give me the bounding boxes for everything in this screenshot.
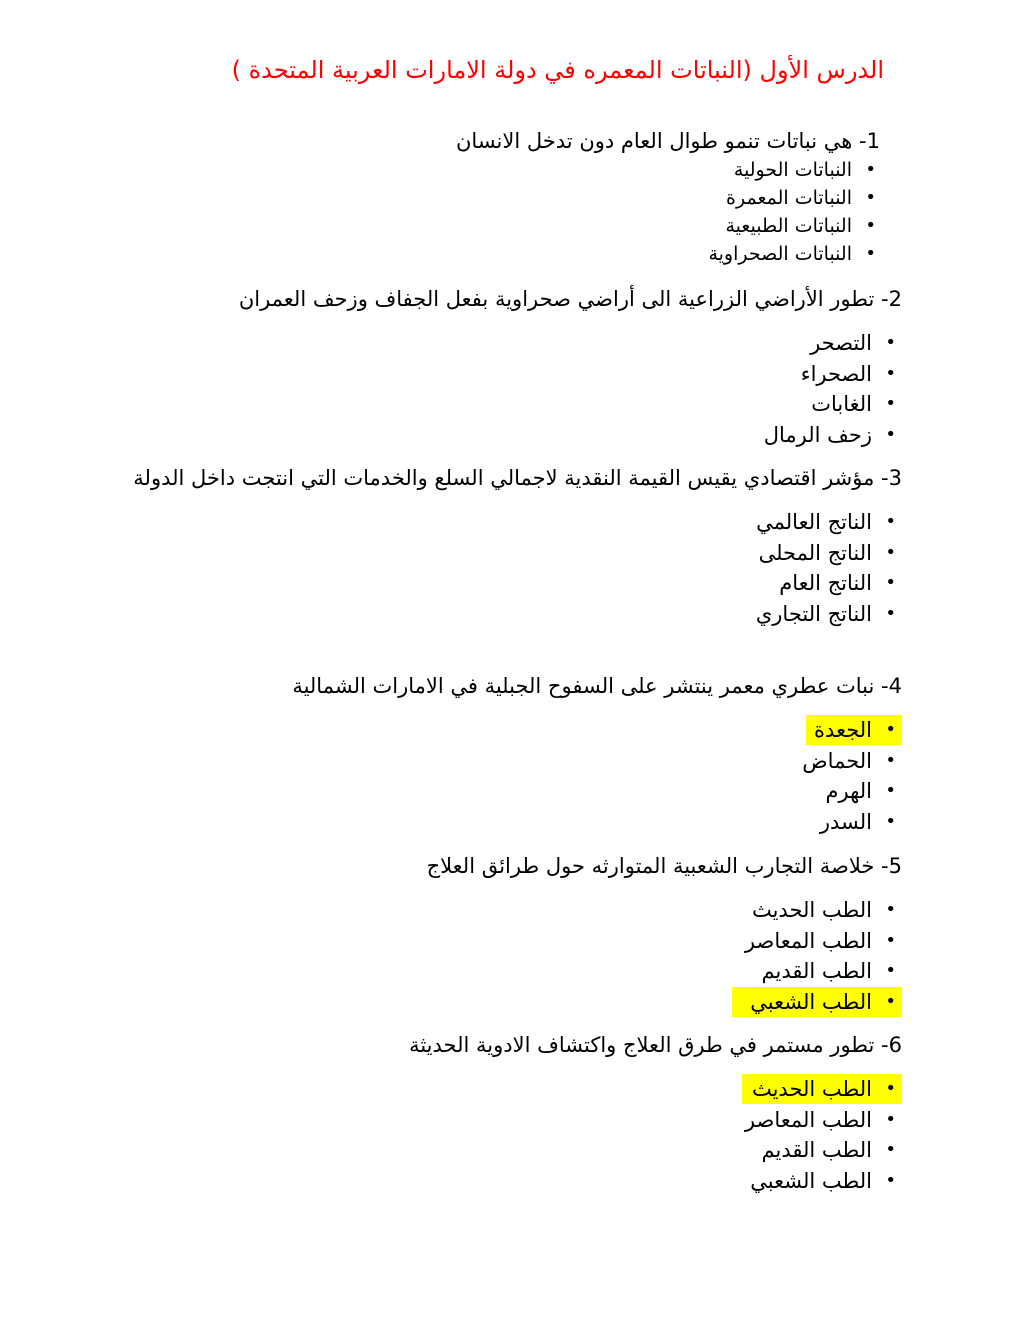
list-item: • الغابات	[102, 389, 902, 420]
bullet-icon: •	[865, 243, 876, 264]
question-5-text: 5- خلاصة التجارب الشعبية المتوارثه حول طرائق العلاج	[426, 854, 902, 878]
question-6-options	[102, 1074, 902, 1196]
lesson-title: الدرس الأول (النباتات المعمره في دولة الامارات العربية المتحدة )	[231, 56, 884, 84]
bullet-icon: •	[885, 780, 896, 801]
bullet-icon: •	[885, 541, 896, 563]
bullet-icon: •	[885, 362, 896, 384]
list-item: • السدر	[102, 807, 902, 838]
bullet-icon: •	[885, 810, 896, 832]
bullet-icon: •	[865, 187, 876, 208]
bullet-icon: •	[885, 332, 896, 353]
list-item: • الطب المعاصر	[102, 1105, 902, 1136]
list-item: • الطب الحديث	[102, 895, 902, 926]
question-4	[102, 671, 902, 837]
question-3-text: 3- مؤشر اقتصادي يقيس القيمة النقدية لاجمالي السلع والخدمات التي انتجت داخل الدولة	[133, 466, 902, 490]
question-3-options	[102, 507, 902, 629]
bullet-icon: •	[885, 1078, 896, 1099]
bullet-icon: •	[885, 1169, 896, 1191]
list-item: • الناتج المحلى	[102, 538, 902, 569]
list-item: • النباتات الطبيعية	[80, 212, 882, 240]
question-2-options	[102, 328, 902, 450]
bullet-icon: •	[885, 511, 896, 532]
question-6-text: 6- تطور مستمر في طرق العلاج واكتشاف الادوية الحديثة	[409, 1033, 902, 1057]
list-item: • التصحر	[102, 328, 902, 359]
list-item: • الناتج التجاري	[102, 599, 902, 630]
question-5	[102, 851, 902, 1017]
list-item: • النباتات الحولية	[80, 156, 882, 184]
list-item: • النباتات المعمرة	[80, 184, 882, 212]
list-item: • الناتج العالمي	[102, 507, 902, 538]
list-item: • الحماض	[102, 746, 902, 777]
bullet-icon: •	[885, 572, 896, 593]
bullet-icon: •	[865, 159, 876, 180]
list-item: • الطب الشعبي	[102, 1166, 902, 1197]
list-item: • الطب القديم	[102, 956, 902, 987]
bullet-icon: •	[885, 719, 896, 740]
list-item-highlighted: • الجعدة	[102, 715, 902, 746]
list-item: • الهرم	[102, 776, 902, 807]
list-item: • زحف الرمال	[102, 420, 902, 451]
bullet-icon: •	[885, 990, 896, 1012]
list-item: • الطب المعاصر	[102, 926, 902, 957]
bullet-icon: •	[865, 215, 876, 236]
list-item: • الصحراء	[102, 359, 902, 390]
list-item: • الطب القديم	[102, 1135, 902, 1166]
question-3	[102, 463, 902, 629]
question-1-text: 1- هي نباتات تنمو طوال العام دون تدخل الانسان	[456, 129, 880, 153]
list-item-highlighted: • الطب الحديث	[102, 1074, 902, 1105]
bullet-icon: •	[885, 929, 896, 951]
question-1-options	[80, 156, 882, 268]
bullet-icon: •	[885, 602, 896, 624]
bullet-icon: •	[885, 1108, 896, 1130]
bullet-icon: •	[885, 749, 896, 771]
question-2	[102, 284, 902, 450]
bullet-icon: •	[885, 423, 896, 445]
question-4-text: 4- نبات عطري معمر ينتشر على السفوح الجبلية في الامارات الشمالية	[292, 674, 902, 698]
question-5-options	[102, 895, 902, 1017]
bullet-icon: •	[885, 1139, 896, 1160]
bullet-icon: •	[885, 899, 896, 920]
list-item: • الناتج العام	[102, 568, 902, 599]
list-item-highlighted: • الطب الشعبي	[102, 987, 902, 1018]
question-2-text: 2- تطور الأراضي الزراعية الى أراضي صحراوية بفعل الجفاف وزحف العمران	[238, 287, 902, 311]
bullet-icon: •	[885, 960, 896, 981]
question-6	[102, 1030, 902, 1196]
question-1	[80, 126, 880, 268]
bullet-icon: •	[885, 393, 896, 414]
list-item: • النباتات الصحراوية	[80, 240, 882, 268]
question-4-options	[102, 715, 902, 837]
